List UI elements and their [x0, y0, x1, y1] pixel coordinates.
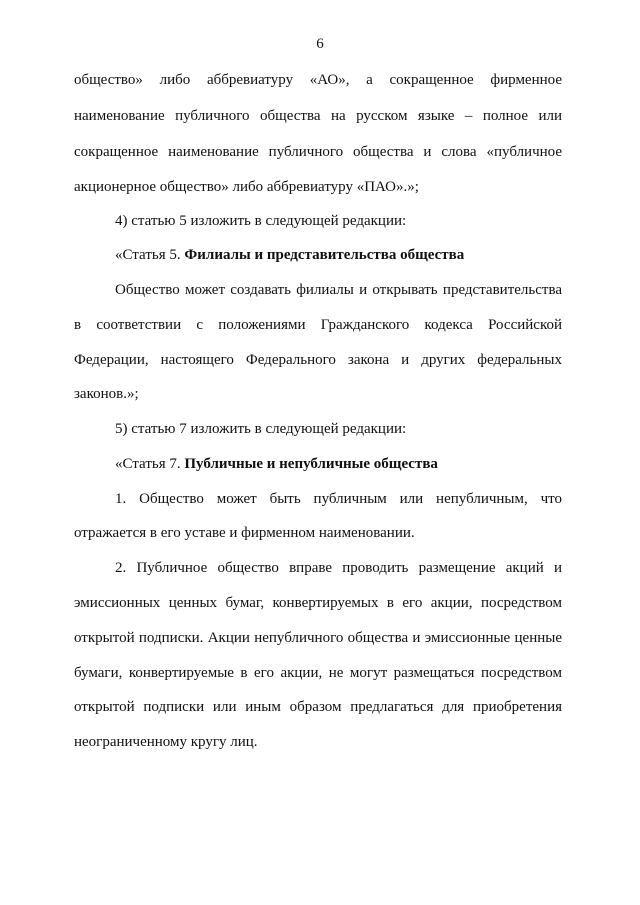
- page-number: 6: [316, 36, 324, 52]
- article-5-number: «Статья 5.: [115, 247, 185, 263]
- article-5-heading: [115, 246, 562, 264]
- text-line: акционерное общество» либо аббревиатуру «ПАО».»;: [74, 179, 419, 195]
- text-line: 1. Общество может быть публичным или непубличным, что: [115, 491, 562, 507]
- text-line: законов.»;: [74, 386, 139, 402]
- text-line: открытой подписки или иным образом предлагаться для приобретения: [74, 699, 562, 715]
- text-line: неограниченному кругу лиц.: [74, 734, 258, 750]
- article-5-title: Филиалы и представительства общества: [184, 247, 465, 263]
- article-7-heading: [115, 455, 562, 473]
- text-line: общество» либо аббревиатуру «АО», а сокращенное фирменное: [74, 72, 562, 88]
- text-line: сокращенное наименование публичного общества и слова «публичное: [74, 144, 562, 160]
- text-line: наименование публичного общества на русском языке – полное или: [74, 108, 562, 124]
- article-7-title: Публичные и непубличные общества: [184, 456, 438, 472]
- text-line: в соответствии с положениями Гражданского кодекса Российской: [74, 317, 562, 333]
- text-line: 2. Публичное общество вправе проводить размещение акций и: [115, 560, 562, 576]
- text-line: Общество может создавать филиалы и открывать представительства: [115, 282, 562, 298]
- text-line: открытой подписки. Акции непубличного общества и эмиссионные ценные: [74, 630, 562, 646]
- text-line: отражается в его уставе и фирменном наименовании.: [74, 525, 415, 541]
- text-line: бумаги, конвертируемые в его акции, не могут размещаться посредством: [74, 665, 562, 681]
- text-line: эмиссионных ценных бумаг, конвертируемых в его акции, посредством: [74, 595, 562, 611]
- text-line: Федерации, настоящего Федерального закона и других федеральных: [74, 352, 562, 368]
- amendment-item-5: 5) статью 7 изложить в следующей редакции:: [115, 421, 407, 437]
- article-7-number: «Статья 7.: [115, 456, 185, 472]
- amendment-item-4: 4) статью 5 изложить в следующей редакции:: [115, 213, 407, 229]
